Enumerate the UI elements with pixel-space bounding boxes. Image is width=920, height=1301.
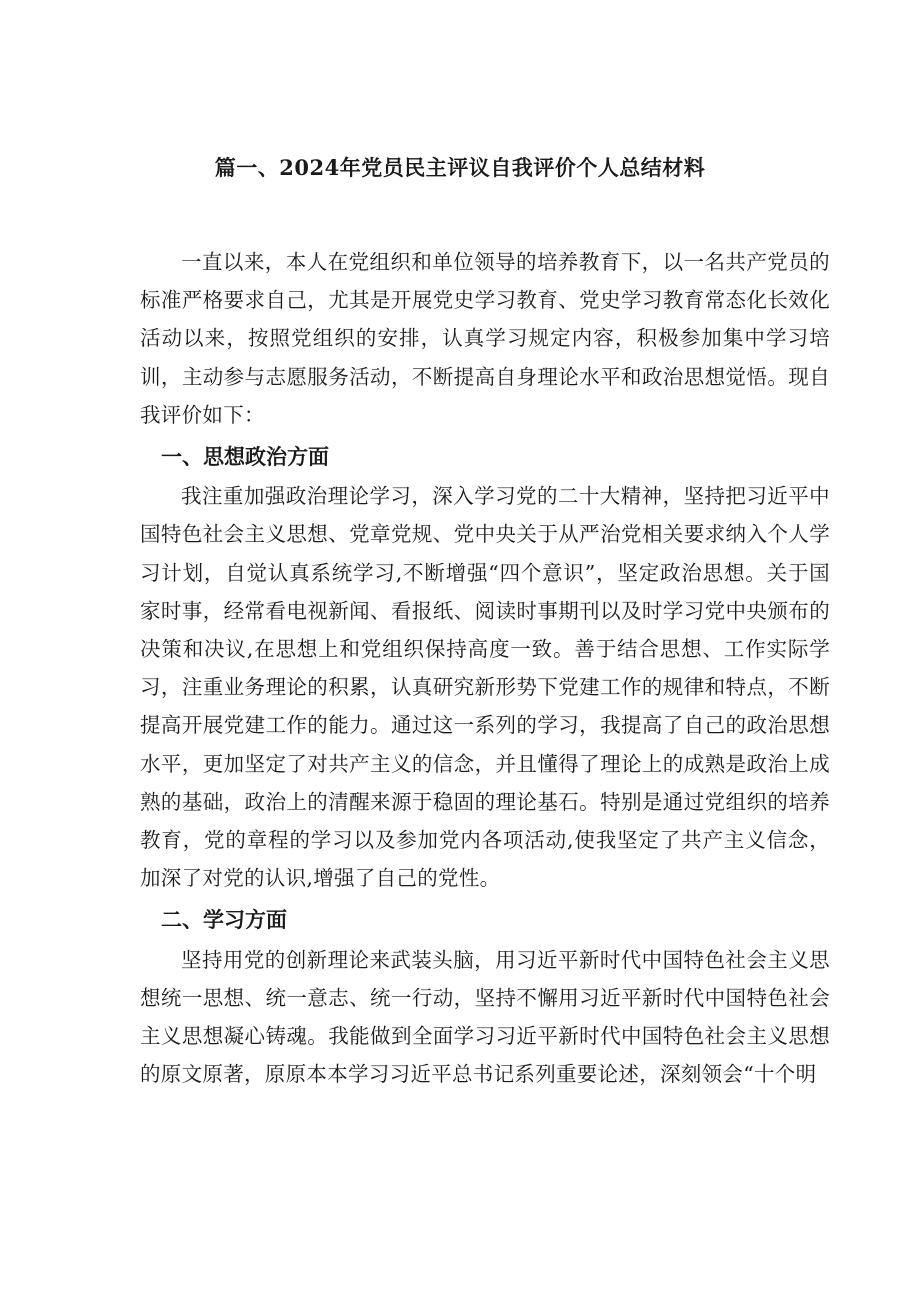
document-title: 篇一、2024年党员民主评议自我评价个人总结材料: [214, 155, 706, 180]
section-heading-ideology: 一、思想政治方面: [161, 445, 329, 470]
section-heading-study: 二、学习方面: [161, 908, 287, 933]
document-body: [140, 243, 830, 1093]
section-paragraph-study: 坚持用党的创新理论来武装头脑，用习近平新时代中国特色社会主义思想统一思想、统一意志、统一行动，坚持不懈用习近平新时代中国特色社会主义思想凝心铸魂。我能做到全面学习习近平新时代中国特色社会主义思想的原文原著，原原本本学习习近平总书记系列重要论述，深刻领会“十个明: [140, 947, 830, 1087]
section-paragraph-ideology: 我注重加强政治理论学习，深入学习党的二十大精神，坚持把习近平中国特色社会主义思想、党章党规、党中央关于从严治党相关要求纳入个人学习计划，自觉认真系统学习,不断增强“四个意识”，坚定政治思想。关于国家时事，经常看电视新闻、看报纸、阅读时事期刊以及时学习党中央颁布的决策和决议,在思想上和党组织保持高度一致。善于结合思想、工作实际学习，注重业务理论的积累，认真研究新形势下党建工作的规律和特点，不断提高开展党建工作的能力。通过这一系列的学习，我提高了自己的政治思想水平，更加坚定了对共产主义的信念，并且懂得了理论上的成熟是政治上成熟的基础，政治上的清醒来源于稳固的理论基石。特别是通过党组织的培养教育，党的章程的学习以及参加党内各项活动,使我坚定了共产主义信念，加深了对党的认识,增强了自己的党性。: [140, 484, 830, 891]
intro-paragraph: 一直以来，本人在党组织和单位领导的培养教育下，以一名共产党员的标准严格要求自己，尤其是开展党史学习教育、党史学习教育常态化长效化活动以来，按照党组织的安排，认真学习规定内容，积极参加集中学习培训，主动参与志愿服务活动，不断提高自身理论水平和政治思想觉悟。现自我评价如下：: [140, 250, 830, 427]
